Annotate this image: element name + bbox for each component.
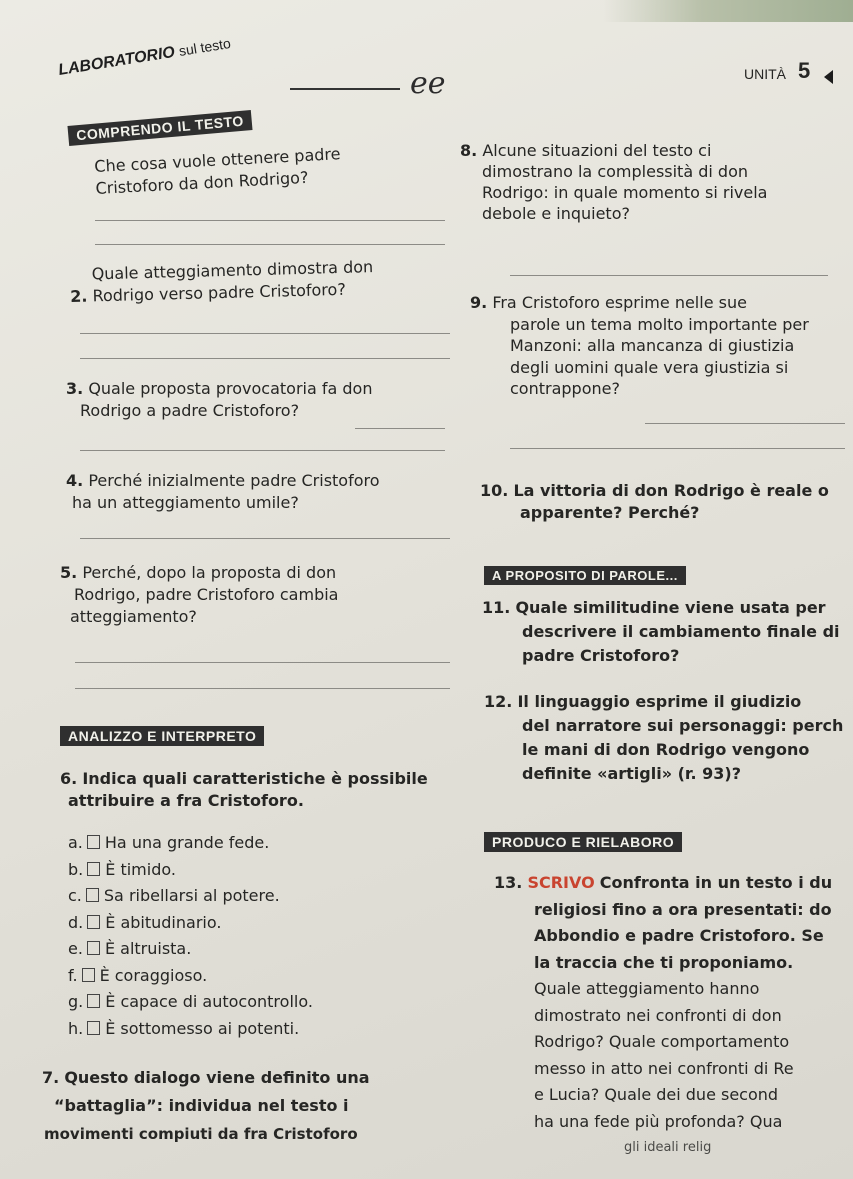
option-checkbox[interactable] — [87, 915, 100, 929]
option-checkbox[interactable] — [87, 994, 100, 1008]
unit-label: UNITÀ — [744, 66, 786, 82]
question-6-options — [68, 830, 313, 1042]
handwriting-mark: ee — [410, 66, 446, 101]
question-4: 4. Perché inizialmente padre Cristoforo ha un atteggiamento umile? — [66, 471, 380, 512]
answer-line — [75, 662, 450, 663]
lab-header — [57, 35, 232, 80]
unit-arrow-icon — [824, 70, 833, 84]
header-line — [290, 88, 400, 90]
option-row: e. È altruista. — [68, 939, 192, 958]
question-12: 12. Il linguaggio esprime il giudizio del narratore sui personaggi: perch le mani di don Rodrigo vengono definite «artigli» (r. 93)? — [484, 692, 844, 783]
answer-line — [355, 428, 445, 429]
question-7: 7. Questo dialogo viene definito una “battaglia”: individua nel testo i movimenti compiuti da fra Cristoforo — [42, 1068, 370, 1143]
section-analizzo: ANALIZZO E INTERPRETO — [60, 726, 264, 746]
option-checkbox[interactable] — [87, 862, 100, 876]
answer-line — [645, 423, 845, 424]
option-checkbox[interactable] — [87, 835, 100, 849]
answer-line — [95, 220, 445, 221]
question-3: 3. Quale proposta provocatoria fa don Rodrigo a padre Cristoforo? — [66, 379, 373, 420]
section-a-proposito: A PROPOSITO DI PAROLE... — [484, 566, 686, 585]
answer-line — [510, 275, 828, 276]
question-2: Quale atteggiamento dimostra don 2. Rodrigo verso padre Cristoforo? — [70, 257, 374, 306]
question-9: 9. Fra Cristoforo esprime nelle sue parole un tema molto importante per Manzoni: alla mancanza di giustizia degli uomini quale vera giustizia si contrappone? — [470, 293, 809, 398]
option-checkbox[interactable] — [82, 968, 95, 982]
question-10: 10. La vittoria di don Rodrigo è reale o apparente? Perché? — [480, 481, 829, 522]
question-6: 6. Indica quali caratteristiche è possibile attribuire a fra Cristoforo. — [60, 769, 428, 810]
lab-subtitle: sul testo — [177, 34, 232, 59]
option-row: g. È capace di autocontrollo. — [68, 992, 313, 1011]
option-checkbox[interactable] — [87, 1021, 100, 1035]
answer-line — [80, 333, 450, 334]
question-8: 8. Alcune situazioni del testo ci dimostrano la complessità di don Rodrigo: in quale momento si rivela debole e inquieto? — [460, 141, 768, 223]
answer-line — [95, 244, 445, 245]
option-row: h. È sottomesso ai potenti. — [68, 1018, 300, 1038]
answer-line — [75, 688, 450, 689]
question-13: 13. SCRIVO Confronta in un testo i du religiosi fino a ora presentati: do Abbondio e padre Cristoforo. Se la traccia che ti proponiamo. Quale atteggiamento hanno dimostrato nei confronti di don Rodrigo? Quale comportamento messo in atto nei confronti di Re e Lucia? Quale dei due second ha una fede più profonda? Qua gli ideali relig — [494, 873, 833, 1155]
option-row: b. È timido. — [68, 859, 176, 879]
option-checkbox[interactable] — [87, 941, 100, 955]
option-checkbox[interactable] — [86, 888, 99, 902]
answer-line — [80, 450, 445, 451]
background-photo-strip — [603, 0, 853, 22]
answer-line — [80, 538, 450, 539]
option-row: d. È abitudinario. — [68, 912, 222, 932]
answer-line — [510, 448, 845, 449]
option-row: f. È coraggioso. — [68, 965, 208, 985]
question-5: 5. Perché, dopo la proposta di don Rodrigo, padre Cristoforo cambia atteggiamento? — [60, 563, 339, 626]
answer-line — [80, 358, 450, 359]
option-row: c. Sa ribellarsi al potere. — [68, 886, 280, 905]
section-comprendo: COMPRENDO IL TESTO — [67, 110, 252, 146]
unit-number: 5 — [798, 58, 811, 83]
section-produco: PRODUCO E RIELABORO — [484, 832, 682, 852]
question-11: 11. Quale similitudine viene usata per descrivere il cambiamento finale di padre Cristoforo? — [482, 598, 840, 665]
option-row: a. Ha una grande fede. — [68, 833, 270, 852]
lab-title: LABORATORIO — [57, 43, 177, 80]
question-1: Che cosa vuole ottenere padre Cristoforo da don Rodrigo? — [93, 144, 341, 198]
